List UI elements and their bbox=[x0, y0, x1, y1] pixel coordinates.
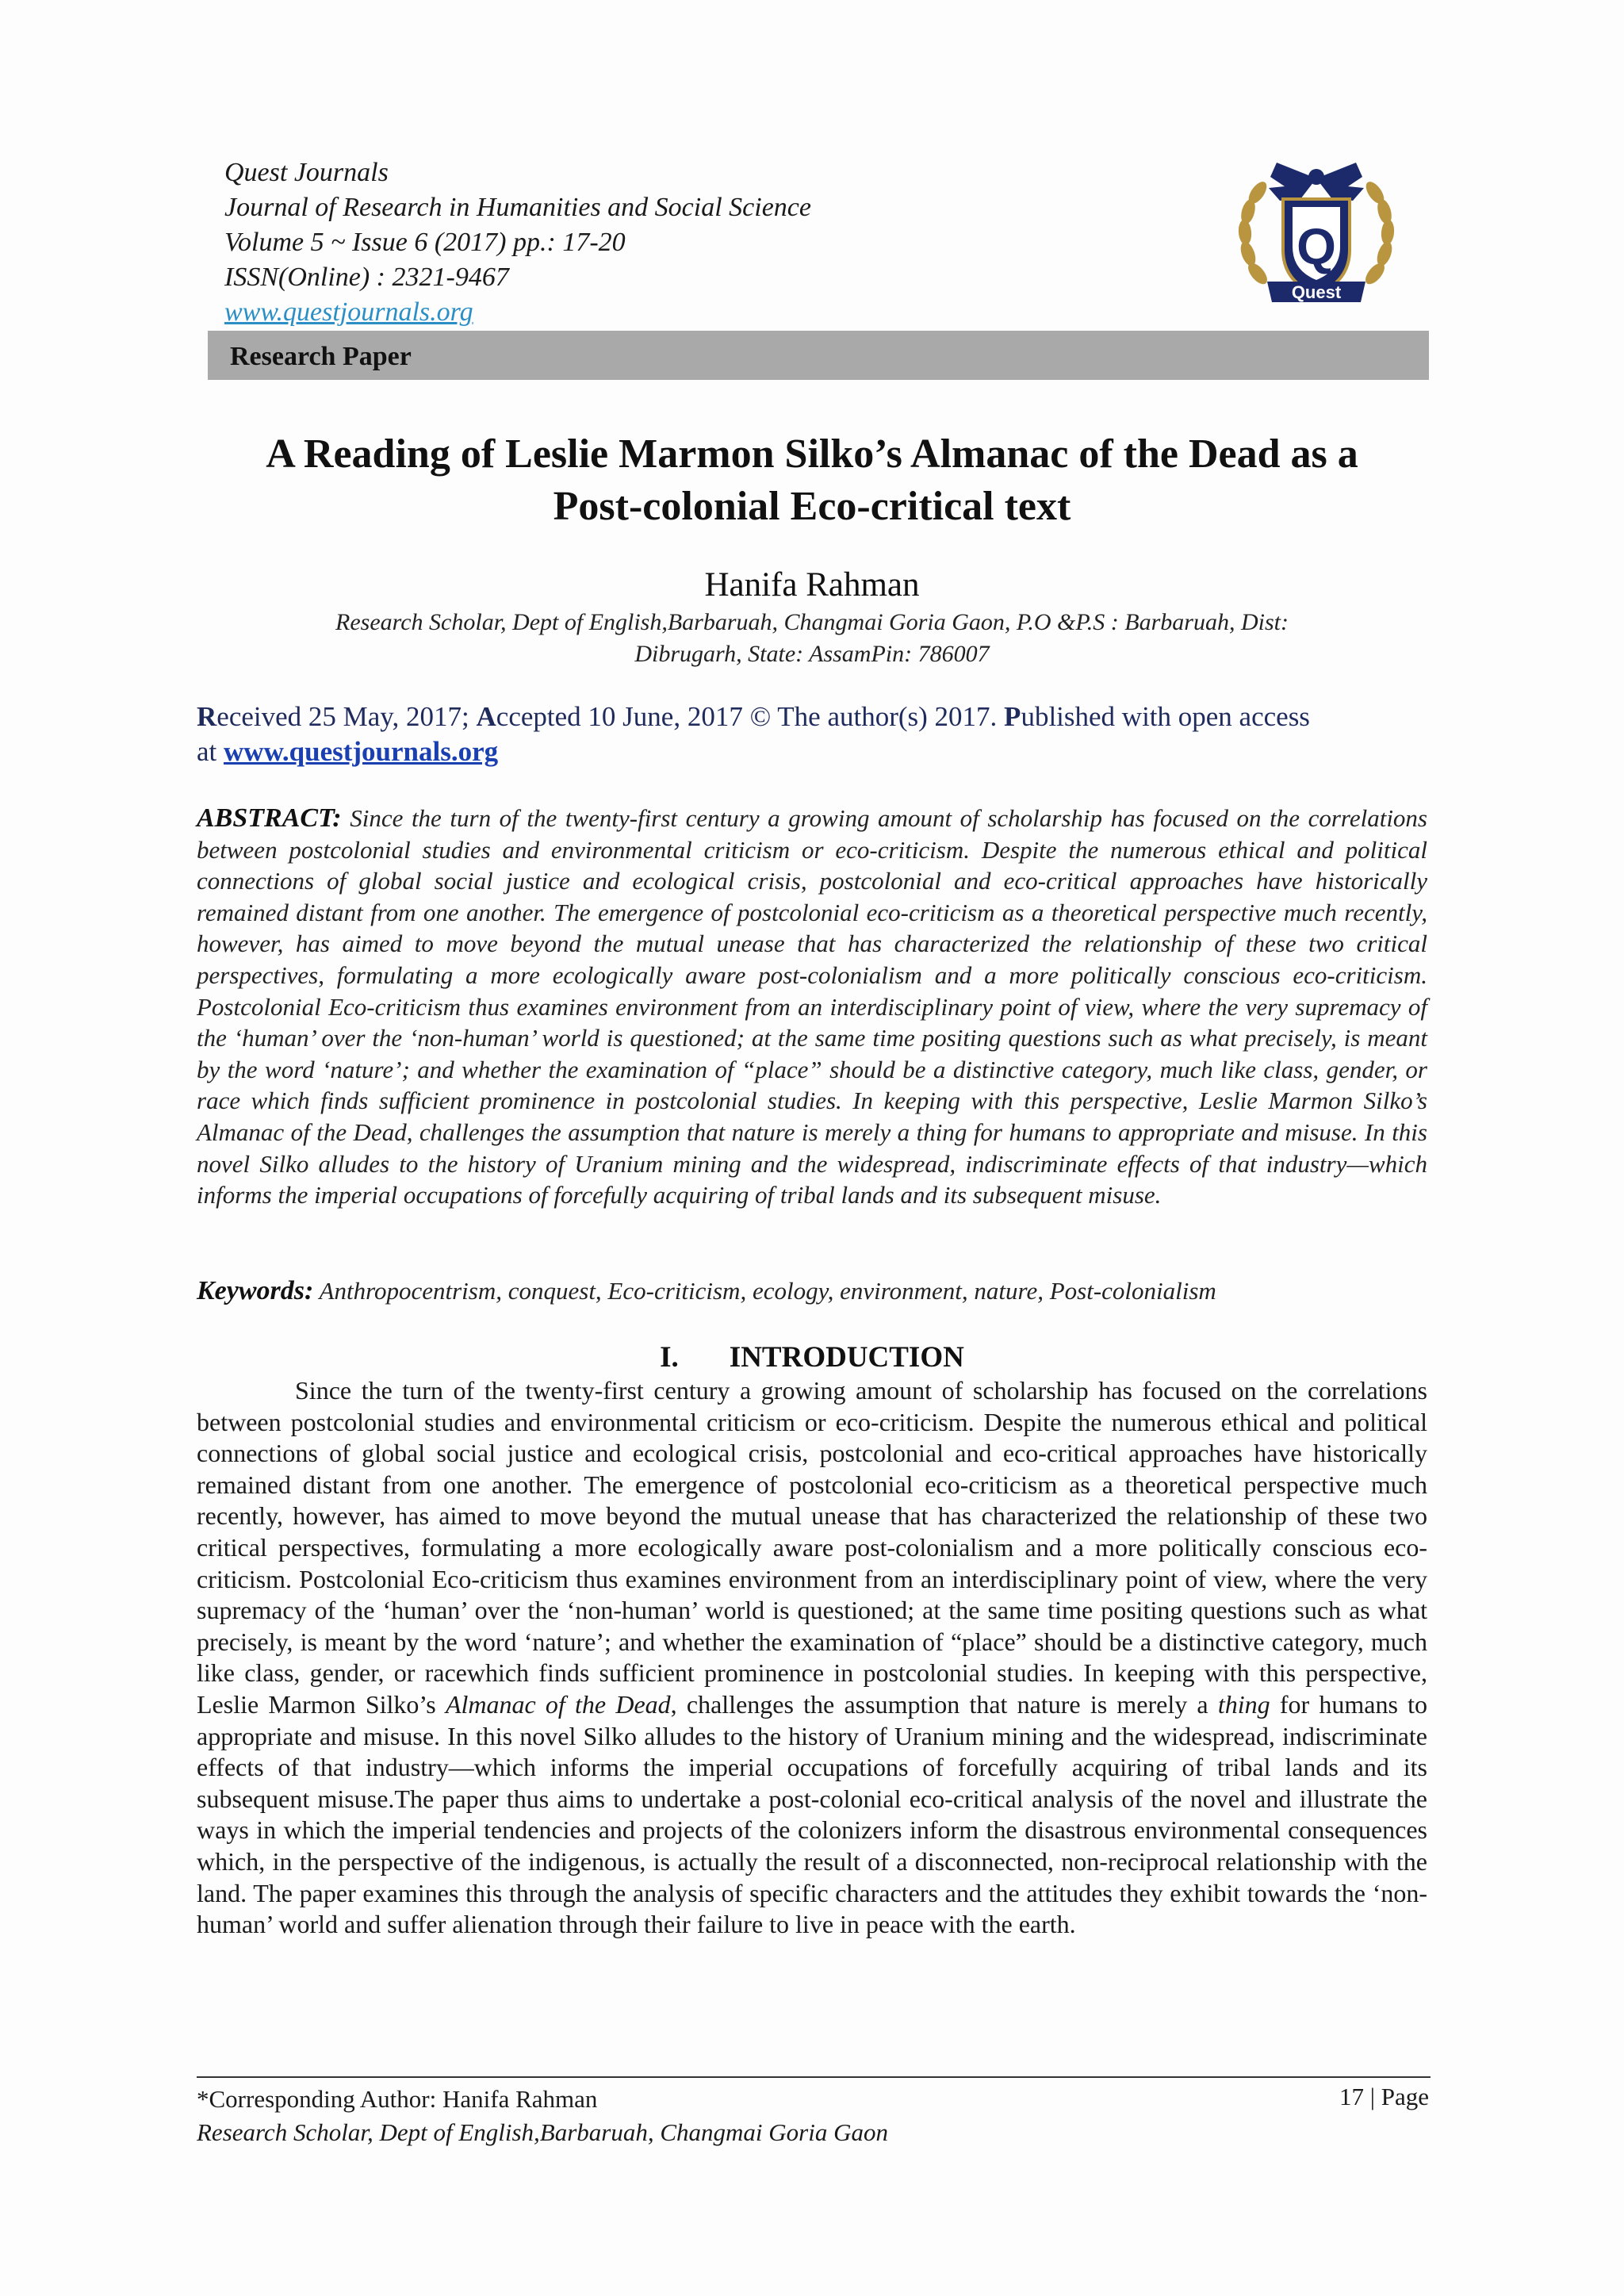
footer-divider bbox=[197, 2076, 1431, 2078]
volume-issue: Volume 5 ~ Issue 6 (2017) pp.: 17-20 bbox=[224, 228, 626, 257]
abstract-text: Since the turn of the twenty-first century a growing amount of scholarship has focused on the correlations between postcolonial studies and environmental criticism or eco-criticism. Despite the numerous ethical and political connections of global social justice and ecological crisis, postcolonial and eco-critical approaches have historically remained distant from one another. The emergence of postcolonial eco-criticism as a theoretical perspective much recently, however, has aimed to move beyond the mutual unease that has characterized the relationship of these two critical perspectives, formulating a more ecologically aware post-colonialism and a more politically conscious eco-criticism. Postcolonial Eco-criticism thus examines environment from an interdisciplinary point of view, where the very supremacy of the ‘human’ over the ‘non-human’ world is questioned; at the same time positing questions such as what precisely, is meant by the word ‘nature’; and whether the examination of “place” should be a distinctive category, much like class, gender, or race which finds sufficient prominence in postcolonial studies. In keeping with this perspective, Leslie Marmon Silko’s Almanac of the Dead, challenges the assumption that nature is merely a thing for humans to appropriate and misuse. In this novel Silko alludes to the history of Uranium mining and the widespread, indiscriminate effects of that industry—which informs the imperial occupations of forcefully acquiring of tribal lands and its subsequent misuse. bbox=[197, 804, 1427, 1209]
logo-ribbon-text: Quest bbox=[1291, 282, 1342, 302]
section-title: INTRODUCTION bbox=[729, 1341, 964, 1374]
intro-text-part-1: Since the turn of the twenty-first century a growing amount of scholarship has focused on the correlations between postcolonial studies and environmental criticism or eco-criticism. Despite the numerous ethical and political connections of global social justice and ecological crisis, postcolonial and eco-critical approaches have historically remained distant from one another. The emergence of postcolonial eco-criticism as a theoretical perspective much recently, however, has aimed to move beyond the mutual unease that has characterized the relationship of these two critical perspectives, formulating a more ecologically aware post-colonialism and a more politically conscious eco-criticism. Postcolonial Eco-criticism thus examines environment from an interdisciplinary point of view, where the very supremacy of the ‘human’ over the ‘non-human’ world is questioned; at the same time positing questions such as what precisely, is meant by the word ‘nature’; and whether the examination of “place” should be a distinctive category, much like class, gender, or racewhich finds sufficient prominence in postcolonial studies. In keeping with this perspective, Leslie Marmon Silko’s bbox=[197, 1376, 1427, 1719]
paper-type-bar bbox=[208, 331, 1429, 380]
title-line-2: Post-colonial Eco-critical text bbox=[553, 484, 1071, 529]
issn: ISSN(Online) : 2321-9467 bbox=[224, 263, 509, 292]
introduction-paragraph bbox=[197, 1375, 1427, 1941]
intro-text-part-3: for humans to appropriate and misuse. In this novel Silko alludes to the history of Uranium mining and the widespread, indiscriminate effects of that industry—which informs the imperial occupations of forcefully acquiring of tribal lands and its subsequent misuse.The paper thus aims to undertake a post-colonial eco-critical analysis of the novel and illustrate the ways in which the imperial tendencies and projects of the colonizers inform the disastrous environmental consequences which, in the perspective of the indigenous, is actually the result of a disconnected, non-reciprocal relationship with the land. The paper examines this through the analysis of specific characters and the attitudes they exhibit towards the ‘non-human’ world and suffer alienation through their failure to live in peace with the earth. bbox=[197, 1689, 1428, 1939]
section-number: I. bbox=[660, 1341, 679, 1374]
footer-corresponding bbox=[197, 2083, 888, 2149]
affiliation-line-1: Research Scholar, Dept of English,Barbaruah, Changmai Goria Gaon, P.O &P.S : Barbaruah, Dist: bbox=[335, 609, 1289, 635]
logo-letter: Q bbox=[1297, 218, 1336, 275]
author-affiliation bbox=[238, 607, 1386, 670]
laurel-left-icon bbox=[1238, 178, 1271, 287]
section-heading-introduction bbox=[197, 1340, 1427, 1374]
journal-name: Journal of Research in Humanities and Social Science bbox=[224, 193, 811, 222]
journal-website-link[interactable]: www.questjournals.org bbox=[224, 297, 473, 327]
affiliation-line-2: Dibrugarh, State: AssamPin: 786007 bbox=[634, 641, 990, 667]
received-text: eceived 25 May, 2017; bbox=[216, 701, 477, 732]
intro-text-part-2: , challenges the assumption that nature is merely a bbox=[670, 1689, 1218, 1719]
published-text: ublished with open access bbox=[1021, 701, 1310, 732]
intro-italic-novel-title: Almanac of the Dead bbox=[445, 1689, 671, 1719]
footer-affiliation: Research Scholar, Dept of English,Barbaruah, Changmai Goria Gaon bbox=[197, 2118, 888, 2146]
accepted-initial: A bbox=[476, 701, 496, 732]
published-initial: P bbox=[1004, 701, 1021, 732]
accepted-text: ccepted 10 June, 2017 © The author(s) 2017. bbox=[496, 701, 1005, 732]
publication-dates bbox=[197, 700, 1434, 769]
title-line-1: A Reading of Leslie Marmon Silko’s Almanac of the Dead as a bbox=[266, 431, 1358, 477]
publisher-name: Quest Journals bbox=[224, 158, 389, 187]
intro-italic-thing: thing bbox=[1217, 1689, 1270, 1719]
corresponding-author: *Corresponding Author: Hanifa Rahman bbox=[197, 2085, 598, 2113]
keywords bbox=[197, 1276, 1427, 1306]
quest-logo bbox=[1221, 155, 1411, 313]
eagle-icon bbox=[1269, 163, 1364, 201]
author-name: Hanifa Rahman bbox=[704, 566, 920, 604]
page-number: 17 | Page bbox=[1339, 2083, 1429, 2110]
keywords-text: Anthropocentrism, conquest, Eco-criticism, ecology, environment, nature, Post-colonialism bbox=[313, 1277, 1216, 1305]
journal-header bbox=[224, 155, 811, 330]
received-initial: R bbox=[197, 701, 217, 732]
laurel-right-icon bbox=[1362, 178, 1396, 287]
article-title bbox=[198, 428, 1426, 533]
abstract bbox=[197, 803, 1427, 1211]
keywords-label: Keywords: bbox=[197, 1276, 314, 1305]
open-access-link[interactable]: www.questjournals.org bbox=[224, 736, 499, 767]
abstract-label: ABSTRACT: bbox=[197, 803, 342, 833]
at-text: at bbox=[197, 736, 224, 767]
paper-type-label: Research Paper bbox=[230, 342, 412, 371]
